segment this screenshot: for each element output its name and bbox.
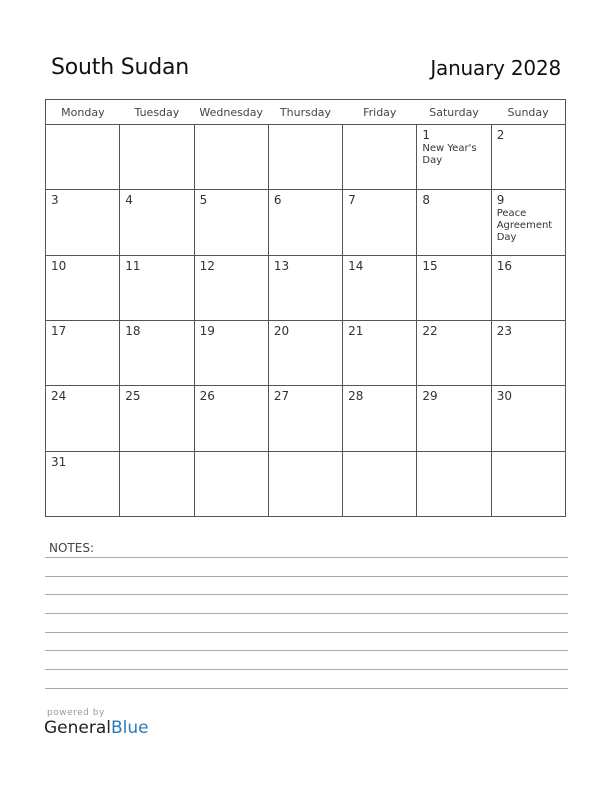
day-cell-content [195, 452, 268, 455]
day-cell [343, 320, 417, 385]
day-cell-content [46, 190, 119, 207]
brand-general-text: General [44, 718, 111, 738]
day-number: 30 [496, 389, 512, 404]
day-cell [194, 386, 268, 451]
day-cell [46, 386, 120, 451]
day-cell-content [120, 386, 193, 403]
calendar-grid [45, 99, 566, 517]
day-cell [46, 255, 120, 320]
day-number: 2 [496, 128, 505, 142]
day-number: 17 [51, 323, 67, 338]
day-cell [46, 125, 120, 190]
day-cell-content [417, 190, 490, 207]
day-number: 27 [273, 389, 290, 404]
day-cell [120, 190, 194, 255]
day-cell-content [492, 256, 565, 273]
day-cell-content [269, 452, 342, 455]
day-cell [491, 451, 565, 516]
brand-blue-text: Blue [111, 718, 149, 738]
day-cell [194, 320, 268, 385]
day-number: 19 [199, 323, 215, 338]
day-number: 11 [125, 258, 141, 273]
day-cell [343, 386, 417, 451]
day-cell-content [492, 321, 565, 338]
day-number: 23 [496, 323, 512, 338]
day-cell-content [269, 190, 342, 207]
day-cell-content [492, 452, 565, 455]
day-cell [268, 255, 342, 320]
day-cell [491, 320, 565, 385]
day-cell [194, 125, 268, 190]
day-number: 24 [51, 389, 67, 404]
day-cell-content [269, 321, 342, 338]
day-cell-content [195, 190, 268, 207]
day-number: 20 [273, 323, 290, 338]
note-line [45, 688, 568, 689]
day-cell [491, 255, 565, 320]
day-number: 26 [199, 389, 215, 404]
day-number: 31 [51, 454, 67, 469]
day-cell-content [195, 321, 268, 338]
note-line [45, 557, 568, 558]
day-cell [417, 255, 491, 320]
day-cell [343, 190, 417, 255]
day-cell-content [46, 386, 119, 403]
day-cell-content [46, 452, 119, 469]
day-cell-content [343, 321, 416, 338]
week-row [46, 255, 566, 320]
day-cell [268, 451, 342, 516]
day-cell-content [343, 256, 416, 273]
calendar-country-title: South Sudan [51, 55, 190, 80]
weekday-header: Monday [46, 100, 120, 125]
day-number: 15 [422, 258, 438, 273]
day-cell [417, 451, 491, 516]
day-cell [268, 125, 342, 190]
day-cell [343, 255, 417, 320]
calendar-month-title: January 2028 [430, 56, 561, 80]
week-row [46, 125, 566, 190]
day-cell [417, 320, 491, 385]
weekday-header: Wednesday [194, 100, 268, 125]
day-cell-content [343, 190, 416, 207]
day-cell-content [417, 386, 490, 403]
day-cell [491, 125, 565, 190]
day-cell-content [269, 256, 342, 273]
day-cell-content [195, 256, 268, 273]
powered-by-text: powered by [47, 708, 105, 718]
brand-logo [44, 708, 149, 737]
day-number: 5 [199, 193, 208, 208]
day-number: 28 [348, 389, 364, 404]
day-cell-content [120, 452, 193, 455]
day-cell-content [343, 452, 416, 455]
day-cell [120, 125, 194, 190]
day-cell-content [343, 386, 416, 403]
day-cell-content [120, 190, 193, 207]
day-cell [268, 190, 342, 255]
weekday-header: Friday [343, 100, 417, 125]
day-number: 16 [496, 258, 512, 273]
day-cell-content [269, 125, 342, 128]
weekday-header: Tuesday [120, 100, 194, 125]
day-cell-content [46, 125, 119, 128]
day-cell [120, 320, 194, 385]
week-row [46, 320, 566, 385]
day-cell [268, 386, 342, 451]
day-cell [194, 255, 268, 320]
day-number: 25 [125, 389, 141, 404]
day-cell-content [417, 452, 490, 455]
day-cell [343, 125, 417, 190]
day-number: 18 [125, 323, 141, 338]
day-cell-content [492, 125, 565, 142]
week-row [46, 190, 566, 255]
day-number: 10 [51, 258, 67, 273]
day-cell-content [120, 256, 193, 273]
note-line [45, 632, 568, 633]
notes-label: NOTES: [49, 541, 94, 555]
day-number: 22 [422, 323, 438, 338]
day-cell-content [492, 386, 565, 403]
day-number: 13 [273, 258, 290, 273]
day-cell-content [417, 125, 490, 167]
day-cell-content [343, 125, 416, 128]
day-number: 21 [348, 323, 364, 338]
day-cell-content [46, 321, 119, 338]
day-cell-content [269, 386, 342, 403]
day-number: 9 [496, 193, 505, 208]
day-cell [194, 190, 268, 255]
day-cell-content [120, 321, 193, 338]
day-number: 7 [348, 193, 356, 208]
note-line [45, 669, 568, 670]
weekday-header: Saturday [417, 100, 491, 125]
day-cell-content [417, 256, 490, 273]
brand-name [44, 719, 149, 737]
day-cell-content [120, 125, 193, 128]
day-cell [417, 190, 491, 255]
day-number: 6 [273, 193, 282, 208]
note-line [45, 650, 568, 651]
holiday-label: Peace Agreement Day [496, 208, 553, 244]
day-cell [343, 451, 417, 516]
day-number: 12 [199, 258, 215, 273]
day-cell [120, 451, 194, 516]
day-cell-content [195, 386, 268, 403]
note-line [45, 594, 568, 595]
day-cell-content [195, 125, 268, 128]
day-cell [120, 386, 194, 451]
day-number: 29 [422, 389, 438, 404]
day-cell [194, 451, 268, 516]
weekday-header: Thursday [268, 100, 342, 125]
weekday-header: Sunday [491, 100, 565, 125]
day-cell [491, 190, 565, 255]
day-cell [417, 125, 491, 190]
day-cell [46, 320, 120, 385]
holiday-label: New Year's Day [422, 143, 477, 166]
day-number: 1 [422, 128, 431, 142]
day-cell [120, 255, 194, 320]
day-cell-content [417, 321, 490, 338]
day-cell [491, 386, 565, 451]
day-cell [46, 451, 120, 516]
day-cell [417, 386, 491, 451]
day-cell-content [492, 190, 565, 244]
week-row [46, 451, 566, 516]
day-cell [268, 320, 342, 385]
day-number: 8 [422, 193, 431, 208]
day-number: 14 [348, 258, 364, 273]
day-cell-content [46, 256, 119, 273]
day-number: 3 [51, 193, 59, 208]
day-number: 4 [125, 193, 133, 208]
weekday-header-row [46, 100, 566, 125]
week-row [46, 386, 566, 451]
day-cell [46, 190, 120, 255]
note-line [45, 613, 568, 614]
note-line [45, 576, 568, 577]
